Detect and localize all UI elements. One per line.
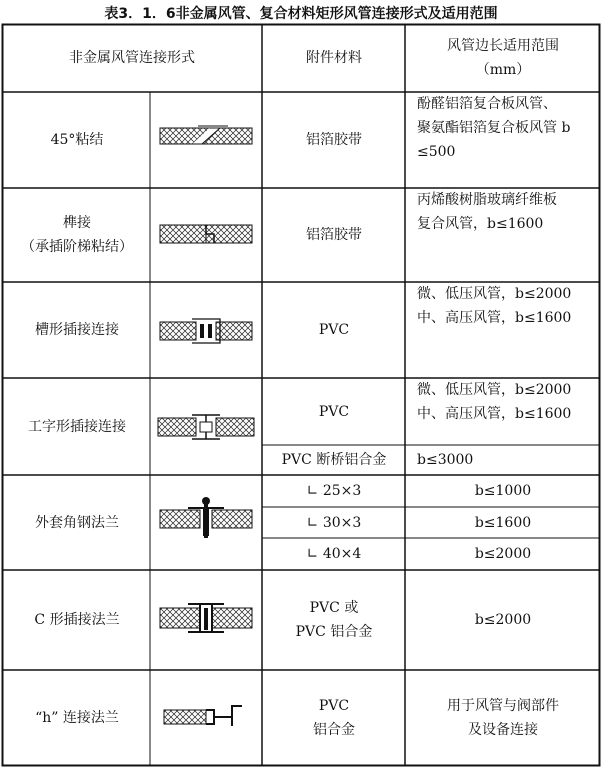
row5-material-a: ∟ 25×3 <box>306 483 362 499</box>
row6-material <box>264 570 404 670</box>
row6-range: b≤2000 <box>474 612 532 628</box>
row3-material: PVC <box>318 322 350 338</box>
row6-material-line: PVC 或 <box>309 600 359 616</box>
row6-diagram-icon <box>158 600 254 636</box>
header-range-line1: 风管边长适用范围 <box>447 38 559 54</box>
header-range <box>406 26 600 90</box>
row4-diagram-icon <box>156 412 256 442</box>
row1-name: 45°粘结 <box>50 132 104 148</box>
row5-range-a: b≤1000 <box>474 483 532 499</box>
row5-range-b: b≤1600 <box>474 514 532 531</box>
row6-name: C 形插接法兰 <box>34 612 120 628</box>
row2-range <box>406 188 600 282</box>
row5-material-b: ∟ 30×3 <box>306 514 362 531</box>
row7-range-line: 用于风管与阀部件 <box>447 698 559 714</box>
row2-name-line: （承插阶梯粘结） <box>21 239 133 255</box>
row3-range-line: 微、低压风管，b≤2000 <box>417 286 572 302</box>
row5-range-c: b≤2000 <box>474 546 532 562</box>
row3-name: 槽形插接连接 <box>35 322 119 338</box>
row3-range <box>406 282 600 378</box>
row7-material-line: PVC <box>318 698 350 714</box>
row5-name: 外套角钢法兰 <box>35 514 119 531</box>
row1-material: 铝箔胶带 <box>306 132 362 148</box>
row4-name: 工字形插接连接 <box>28 418 126 435</box>
row3-range-line: 中、高压风管，b≤1600 <box>417 310 572 326</box>
row5-material-c: ∟ 40×4 <box>306 546 362 562</box>
row2-material: 铝箔胶带 <box>306 227 362 243</box>
row4-range-line: 微、低压风管，b≤2000 <box>417 382 572 398</box>
row4-range-b: b≤3000 <box>417 452 474 468</box>
row4-range-line: 中、高压风管，b≤1600 <box>417 406 572 422</box>
header-material: 附件材料 <box>306 50 362 66</box>
row5-diagram-icon <box>158 496 254 546</box>
row4-material-a: PVC <box>318 403 350 420</box>
row1-range-line: 聚氨酯铝箔复合板风管 b <box>417 120 571 136</box>
row7-diagram-icon <box>162 702 252 730</box>
row1-range <box>406 92 600 188</box>
row2-range-line: 复合风管，b≤1600 <box>417 216 544 232</box>
row1-range-line: ≤500 <box>417 144 456 160</box>
row7-material-line: 铝合金 <box>313 722 355 738</box>
row7-range-line: 及设备连接 <box>468 722 538 738</box>
row2-name-line: 榫接 <box>63 215 91 231</box>
row7-material <box>264 670 404 766</box>
row2-diagram-icon <box>158 221 254 247</box>
row1-diagram-icon <box>158 124 254 148</box>
row2-range-line: 丙烯酸树脂玻璃纤维板 <box>417 192 557 208</box>
row4-material-b: PVC 断桥铝合金 <box>281 452 387 468</box>
header-range-line2: （mm） <box>475 62 531 78</box>
row6-material-line: PVC 铝合金 <box>295 624 373 640</box>
table-title: 表3．1．6非金属风管、复合材料矩形风管连接形式及适用范围 <box>104 6 498 22</box>
row4-range-a <box>406 378 600 445</box>
row3-diagram-icon <box>158 316 254 346</box>
header-form: 非金属风管连接形式 <box>69 50 195 66</box>
row1-range-line: 酚醛铝箔复合板风管、 <box>417 96 557 112</box>
row7-name: “h” 连接法兰 <box>35 710 119 726</box>
row7-range <box>406 670 600 766</box>
row2-name <box>4 188 150 282</box>
